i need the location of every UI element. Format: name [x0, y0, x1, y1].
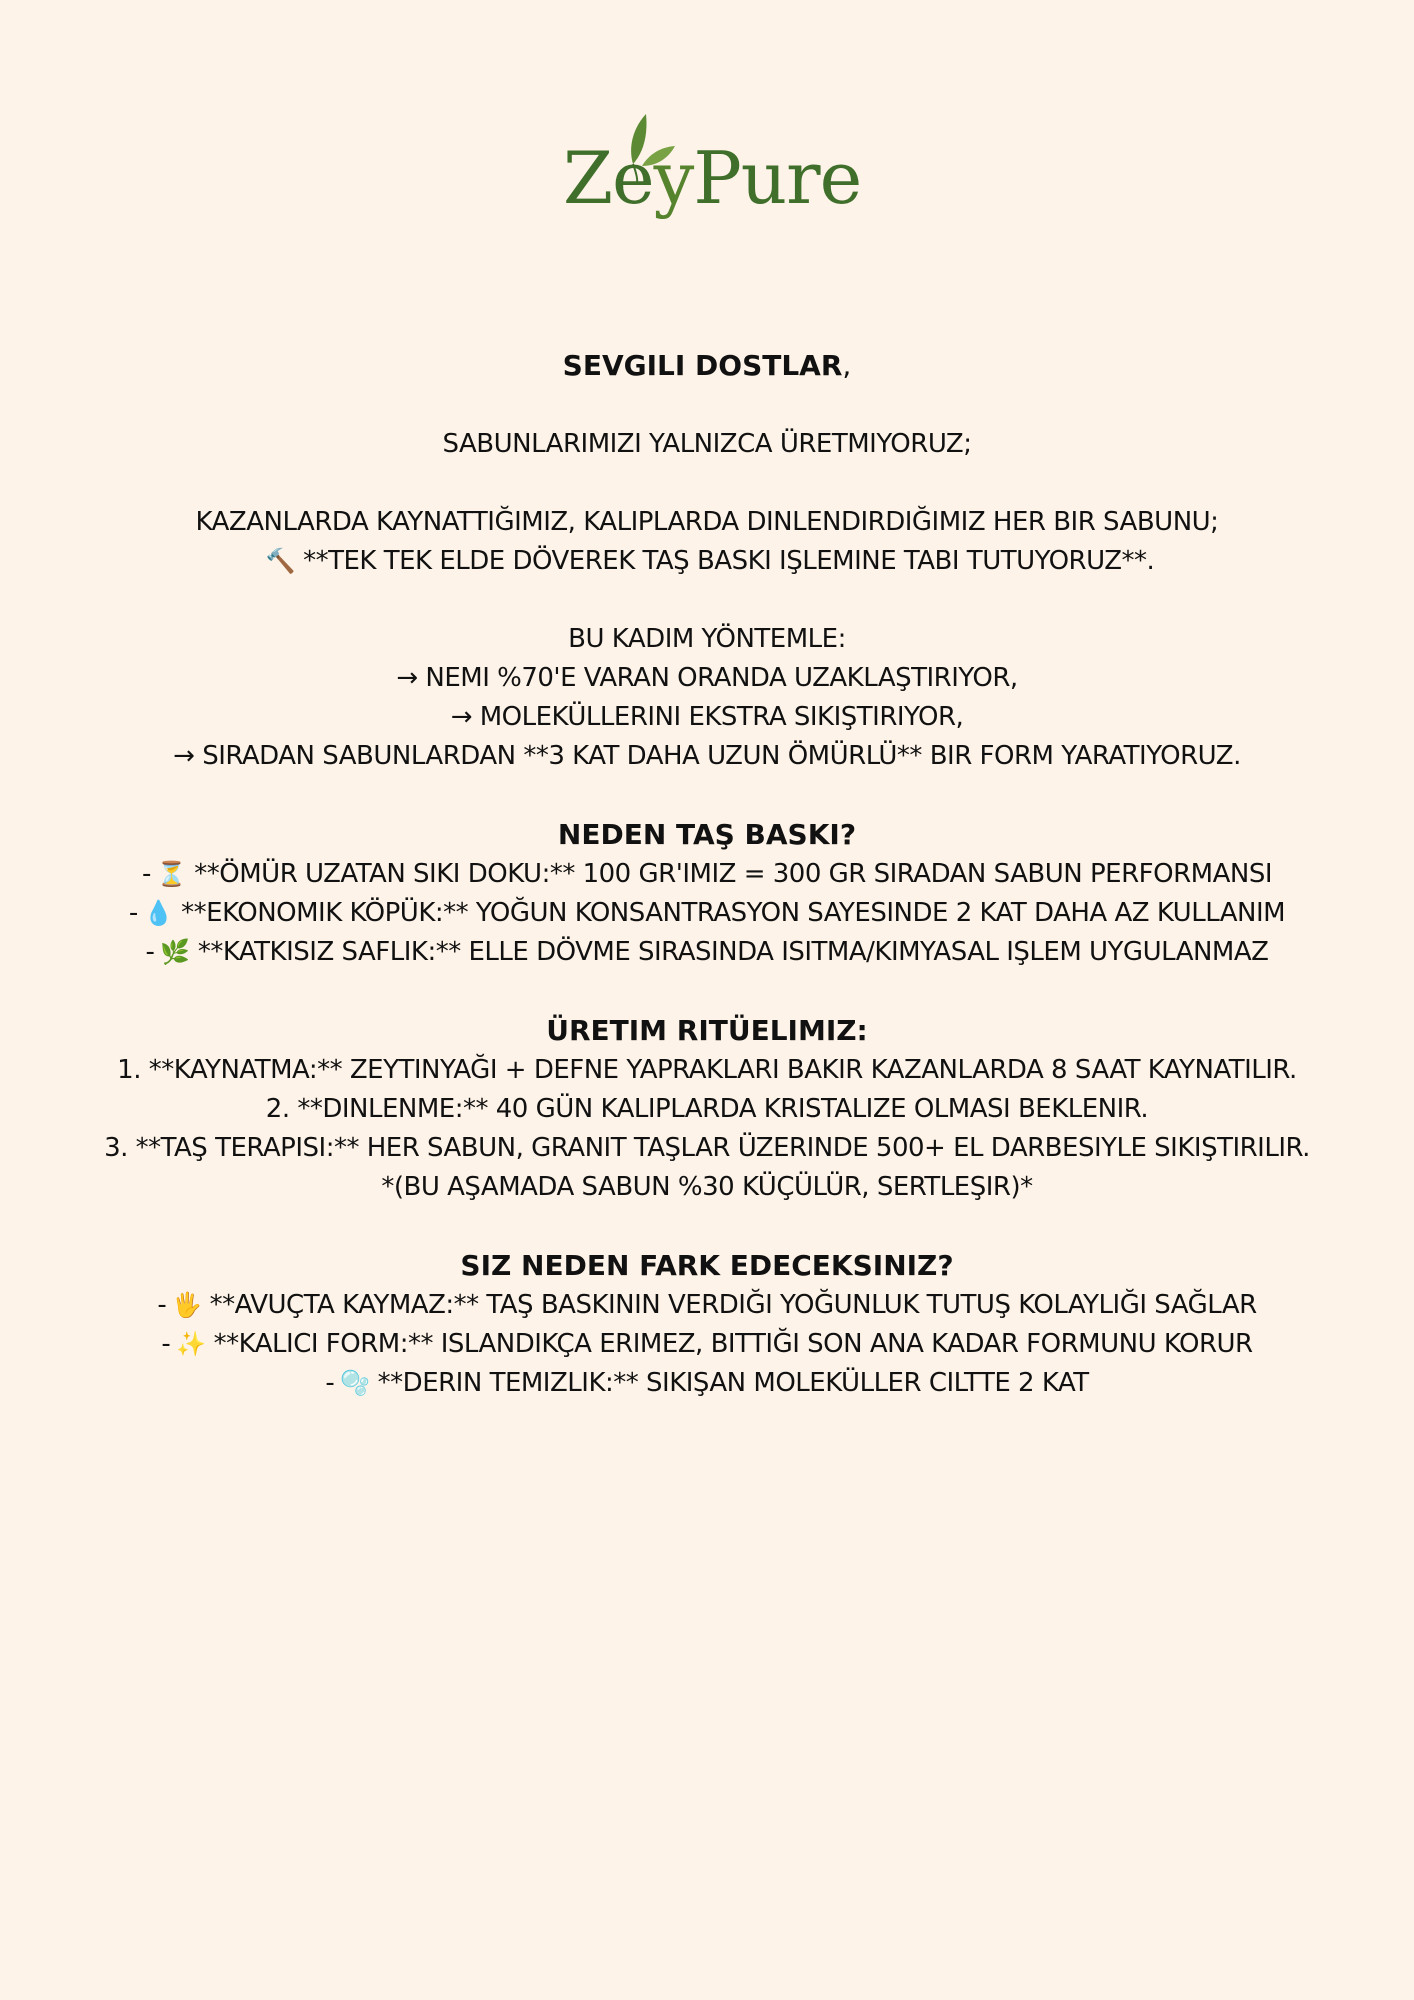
intro-line-1: SABUNLARIMIZI YALNIZCA ÜRETMIYORUZ;: [442, 429, 972, 459]
ritual-step: 1. **KAYNATMA:** ZEYTINYAĞI + DEFNE YAPRAKLARI BAKIR KAZANLARDA 8 SAAT KAYNATILIR.: [117, 1055, 1297, 1085]
list-dash: -: [325, 1368, 335, 1398]
difference-item-text: **DERIN TEMIZLIK:** SIKIŞAN MOLEKÜLLER CILTTE 2 KAT: [377, 1368, 1089, 1398]
difference-item: [0, 1286, 1414, 1325]
why-stone-heading: NEDEN TAŞ BASKI?: [557, 818, 857, 851]
method-item: → MOLEKÜLLERINI EKSTRA SIKIŞTIRIYOR,: [450, 702, 964, 732]
difference-item-text: **KALICI FORM:** ISLANDIKÇA ERIMEZ, BITTIĞI SON ANA KADAR FORMUNU KORUR: [213, 1329, 1253, 1359]
raised-hand-icon: 🖐: [172, 1291, 202, 1319]
intro-line-3-text: **TEK TEK ELDE DÖVEREK TAŞ BASKI IŞLEMINE TABI TUTUYORUZ**.: [303, 546, 1155, 576]
list-dash: -: [161, 1329, 171, 1359]
greeting-heading: [0, 346, 1414, 386]
why-stone-item: [0, 894, 1414, 933]
ritual-step: 2. **DINLENME:** 40 GÜN KALIPLARDA KRISTALIZE OLMASI BEKLENIR.: [265, 1094, 1149, 1124]
logo-text-pure: Pure: [693, 136, 862, 220]
bubbles-icon: 🫧: [340, 1369, 370, 1397]
intro-line-2: KAZANLARDA KAYNATTIĞIMIZ, KALIPLARDA DINLENDIRDIĞIMIZ HER BIR SABUNU;: [195, 507, 1219, 537]
letter-body: [0, 346, 1414, 1403]
list-dash: -: [145, 937, 155, 967]
method-item: → NEMI %70'E VARAN ORANDA UZAKLAŞTIRIYOR,: [396, 663, 1018, 693]
why-stone-item-text: **KATKISIZ SAFLIK:** ELLE DÖVME SIRASINDA ISITMA/KIMYASAL IŞLEM UYGULANMAZ: [197, 937, 1269, 967]
ritual-note: *(BU AŞAMADA SABUN %30 KÜÇÜLÜR, SERTLEŞIR)*: [381, 1172, 1033, 1202]
difference-item: [0, 1364, 1414, 1403]
list-dash: -: [142, 859, 151, 889]
water-drop-icon: 💧: [143, 899, 174, 927]
why-stone-item-text: **ÖMÜR UZATAN SIKI DOKU:** 100 GR'IMIZ = 300 GR SIRADAN SABUN PERFORMANSI: [194, 859, 1272, 889]
list-dash: -: [128, 898, 138, 928]
why-stone-item-text: **EKONOMIK KÖPÜK:** YOĞUN KONSANTRASYON SAYESINDE 2 KAT DAHA AZ KULLANIM: [181, 898, 1286, 928]
method-title: BU KADIM YÖNTEMLE:: [568, 624, 846, 654]
ritual-step: 3. **TAŞ TERAPISI:** HER SABUN, GRANIT TAŞLAR ÜZERINDE 500+ EL DARBESIYLE SIKIŞTIRILIR.: [104, 1133, 1310, 1163]
greeting-comma: ,: [842, 349, 852, 382]
greeting-text: SEVGILI DOSTLAR: [562, 349, 843, 382]
difference-item: [0, 1325, 1414, 1364]
difference-heading: SIZ NEDEN FARK EDECEKSINIZ?: [460, 1249, 954, 1282]
hammer-icon: 🔨: [265, 547, 296, 575]
ritual-heading: ÜRETIM RITÜELIMIZ:: [546, 1014, 868, 1047]
herb-icon: 🌿: [160, 938, 190, 966]
list-dash: -: [157, 1290, 167, 1320]
method-item: → SIRADAN SABUNLARDAN **3 KAT DAHA UZUN ÖMÜRLÜ** BIR FORM YARATIYORUZ.: [173, 741, 1241, 771]
difference-item-text: **AVUÇTA KAYMAZ:** TAŞ BASKININ VERDIĞI YOĞUNLUK TUTUŞ KOLAYLIĞI SAĞLAR: [209, 1290, 1257, 1320]
intro-line-3: [0, 542, 1414, 581]
why-stone-item: [0, 933, 1414, 972]
why-stone-item: [0, 855, 1414, 894]
hourglass-icon: ⏳: [156, 860, 187, 888]
brand-logo: [545, 104, 870, 244]
logo-text-ze: Ze: [563, 136, 654, 220]
logo-text-y: y: [653, 136, 694, 220]
sparkles-icon: ✨: [176, 1330, 206, 1358]
